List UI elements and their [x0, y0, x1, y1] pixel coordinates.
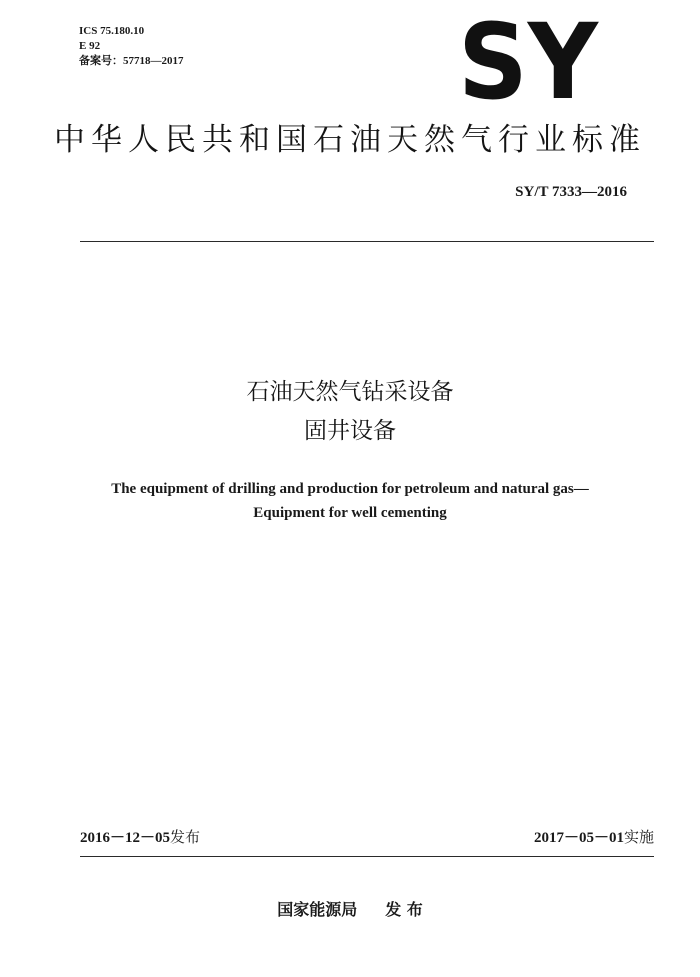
issuing-authority [0, 897, 700, 920]
implementation-date [534, 826, 654, 847]
issue-date-label: 发布 [170, 828, 201, 846]
ics-code: ICS 75.180.10 [79, 25, 145, 37]
top-divider [80, 241, 654, 242]
sy-logo-text: SY [458, 18, 600, 108]
record-number: 备案号：57718—2017 [79, 55, 184, 67]
bottom-divider [80, 856, 654, 857]
issue-date [80, 826, 200, 847]
chinese-title-line-2: 固井设备 [304, 418, 396, 444]
issuer-action: 发 布 [385, 900, 423, 919]
implementation-date-label: 实施 [623, 828, 654, 846]
english-title-line-2: Equipment for well cementing [253, 505, 447, 521]
chinese-title-line-1: 石油天然气钻采设备 [246, 379, 454, 405]
english-title-line-1: The equipment of drilling and production for petroleum and natural gas— [111, 481, 589, 497]
implementation-date-value: 2017－05－01 [533, 830, 624, 846]
issue-date-value: 2016－12－05 [80, 830, 171, 846]
sy-logo [456, 18, 601, 108]
standard-code: SY/T 7333—2016 [515, 184, 627, 200]
category-code: E 92 [79, 40, 101, 52]
standard-category-title: 中华人民共和国石油天然气行业标准 [54, 122, 646, 158]
document-metadata [79, 24, 184, 69]
issuer-name: 国家能源局 [277, 900, 358, 919]
